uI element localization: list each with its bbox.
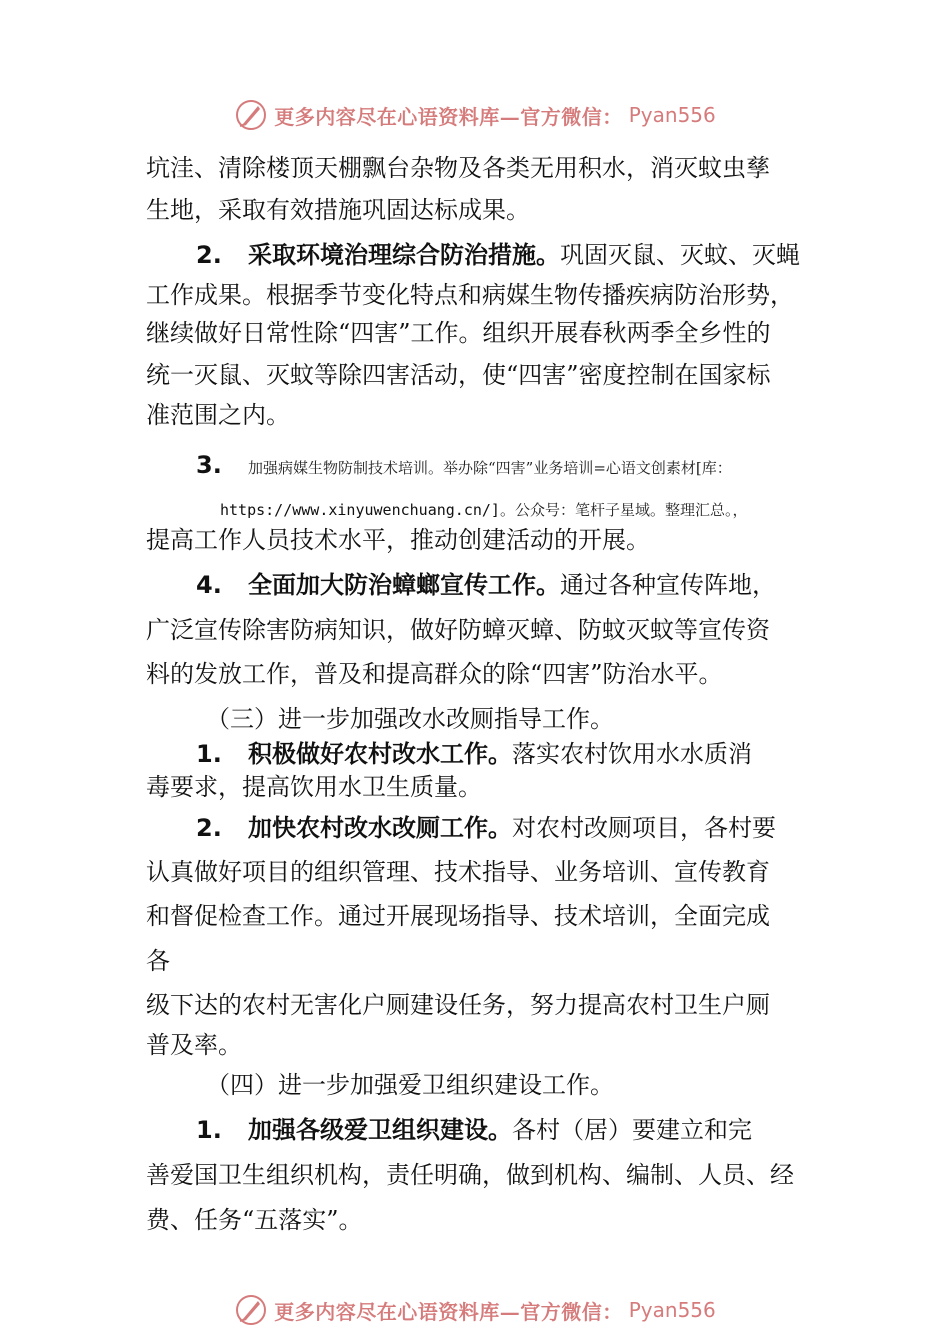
item-heading: 加强各级爱卫组织建设。 [248,1116,512,1144]
text-line: 毒要求，提高饮用水卫生质量。 [146,773,482,801]
item-text: 各村（居）要建立和完 [512,1116,752,1144]
list-item [196,570,776,600]
text-line: 普及率。 [146,1031,242,1059]
item-number: 3. [196,451,222,479]
item-text: 通过各种宣传阵地， [560,571,776,599]
quill-logo-icon [234,98,268,132]
source-url: https://www.xinyuwenchuang.cn/] [220,501,500,519]
item-number: 2. [196,241,222,269]
text-line: 广泛宣传除害防病知识，做好防蟑灭蟑、防蚊灭蚊等宣传资 [146,616,770,644]
text-line: 继续做好日常性除“四害”工作。组织开展春秋两季全乡性的 [146,319,771,347]
section-heading: （四）进一步加强爱卫组织建设工作。 [206,1071,614,1099]
banner-text: 更多内容尽在心语资料库—官方微信： [274,104,623,129]
item-text: 加强病媒生物防制技术培训。举办除“四害”业务培训=心语文创素材[库： [248,459,732,477]
list-item [196,1115,752,1145]
list-item [196,813,776,843]
text-line: 统一灭鼠、灭蚊等除四害活动，使“四害”密度控制在国家标 [146,361,771,389]
text-line: 各 [146,947,170,975]
text-line: 料的发放工作，普及和提高群众的除“四害”防治水平。 [146,660,723,688]
item-number: 2. [196,814,222,842]
list-item [196,240,800,270]
item-text: 落实农村饮用水水质消 [512,740,752,768]
text-line: 认真做好项目的组织管理、技术指导、业务培训、宣传教育 [146,858,770,886]
item-number: 1. [196,1116,222,1144]
footer-banner [0,1290,950,1330]
quill-logo-icon [234,1293,268,1327]
item-text: 。公众号：笔杆子星域。整理汇总。， [499,501,748,519]
banner-wechat-id: Pyan556 [628,1298,716,1322]
item-number: 4. [196,571,222,599]
section-heading: （三）进一步加强改水改厕指导工作。 [206,705,614,733]
text-line: 级下达的农村无害化户厕建设任务，努力提高农村卫生户厕 [146,991,770,1019]
header-banner [0,95,950,135]
item-number: 1. [196,740,222,768]
text-line: 费、任务“五落实”。 [146,1206,363,1234]
list-item [196,450,732,483]
item-text: 巩固灭鼠、灭蚊、灭蝇 [560,241,800,269]
text-line: 坑洼、清除楼顶天棚飘台杂物及各类无用积水，消灭蚊虫孳 [146,154,770,182]
text-line: 生地，采取有效措施巩固达标成果。 [146,196,530,224]
item-text: 对农村改厕项目，各村要 [512,814,776,842]
text-line [220,492,747,525]
item-heading: 加快农村改水改厕工作。 [248,814,512,842]
text-line: 准范围之内。 [146,401,290,429]
item-heading: 积极做好农村改水工作。 [248,740,512,768]
list-item [196,739,752,769]
item-heading: 全面加大防治蟑螂宣传工作。 [248,571,560,599]
text-line: 工作成果。根据季节变化特点和病媒生物传播疾病防治形势， [146,281,794,309]
banner-text: 更多内容尽在心语资料库—官方微信： [274,1299,623,1324]
text-line: 提高工作人员技术水平，推动创建活动的开展。 [146,526,650,554]
text-line: 和督促检查工作。通过开展现场指导、技术培训，全面完成 [146,902,770,930]
item-heading: 采取环境治理综合防治措施。 [248,241,560,269]
text-line: 善爱国卫生组织机构，责任明确，做到机构、编制、人员、经 [146,1161,794,1189]
banner-wechat-id: Pyan556 [628,103,716,127]
